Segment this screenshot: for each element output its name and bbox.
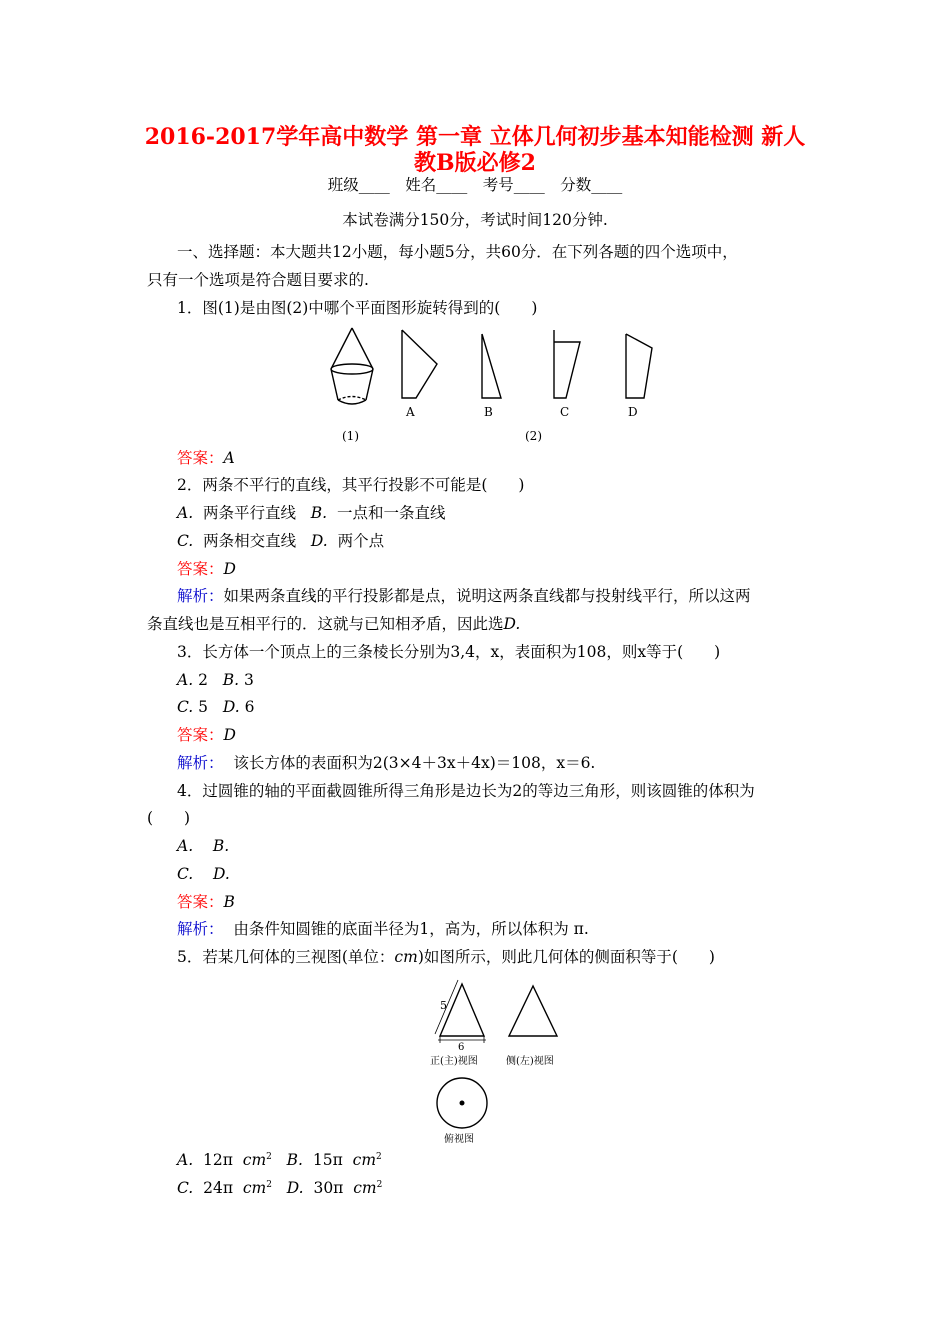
figure-2-caption: (2) <box>525 429 542 443</box>
q2-answer <box>177 559 236 579</box>
answer-value: D <box>223 726 236 744</box>
option-a-label: A <box>406 405 415 419</box>
option-c-label: C <box>560 405 570 419</box>
option-text: 12π <box>202 1151 233 1169</box>
unit-exponent: 2 <box>376 1180 383 1190</box>
q3-stem: 3．长方体一个顶点上的三条棱长分别为3,4，x，表面积为108，则x等于( ) <box>177 643 721 661</box>
q4-stem-line2: ( ) <box>147 809 191 827</box>
side-view <box>509 986 557 1036</box>
q1-answer <box>177 448 235 468</box>
option-letter: C. <box>177 698 194 716</box>
q2-options-ab <box>177 503 445 523</box>
q4-options-cd <box>177 864 230 884</box>
side-view-caption: 侧(左)视图 <box>506 1056 554 1067</box>
q3-options-ab <box>177 670 254 690</box>
frustum-cone-figure <box>331 328 373 404</box>
option-letter: A. <box>177 504 194 522</box>
q1-figure <box>320 322 660 444</box>
explanation-text: 该长方体的表面积为2(3×4＋3x＋4x)＝108，x＝6. <box>233 754 596 772</box>
top-view-caption: 俯视图 <box>444 1134 474 1145</box>
option-text: 6 <box>244 698 255 716</box>
top-view <box>437 1078 487 1128</box>
figure-1-caption: (1) <box>342 429 359 443</box>
q4-answer <box>177 892 235 912</box>
q2-options-cd <box>177 531 384 551</box>
unit: cm <box>242 1179 267 1197</box>
option-a-shape <box>402 330 437 398</box>
q5-options-cd <box>177 1178 382 1198</box>
answer-value: A <box>223 449 235 467</box>
q5-stem <box>177 947 715 967</box>
front-view-caption: 正(主)视图 <box>430 1056 478 1067</box>
unit-exponent: 2 <box>266 1152 272 1162</box>
unit: cm <box>353 1179 377 1197</box>
option-text: 2 <box>198 671 208 689</box>
answer-label: 答案： <box>177 726 224 744</box>
stem-unit: cm <box>394 948 418 966</box>
option-c-shape <box>554 330 580 398</box>
option-d-label: D <box>628 405 638 419</box>
option-b-shape <box>482 334 501 398</box>
option-d-shape <box>626 334 652 398</box>
q2-explanation-line1 <box>177 586 751 606</box>
unit-exponent: 2 <box>266 1180 272 1190</box>
option-letter: A. <box>177 1151 194 1169</box>
option-letter: B. <box>222 671 240 689</box>
option-text: 两个点 <box>337 532 385 550</box>
answer-label: 答案： <box>177 560 224 578</box>
explanation-label: 解析： <box>177 754 224 772</box>
q2-explanation-line2 <box>147 614 520 634</box>
explanation-choice: D. <box>503 615 521 633</box>
option-text: 24π <box>203 1179 234 1197</box>
explanation-label: 解析： <box>177 587 224 605</box>
answer-label: 答案： <box>177 893 224 911</box>
explanation-text: 由条件知圆锥的底面半径为1，高为，所以体积为 π. <box>233 920 589 938</box>
student-info-line: 班级____ 姓名____ 考号____ 分数____ <box>327 176 623 194</box>
q4-stem-line1: 4．过圆锥的轴的平面截圆锥所得三角形是边长为2的等边三角形，则该圆锥的体积为 <box>177 782 755 800</box>
stem-text: )如图所示，则此几何体的侧面积等于( ) <box>417 948 715 966</box>
option-letter: D. <box>286 1179 304 1197</box>
option-letter: C. <box>177 532 194 550</box>
q3-explanation <box>177 753 595 773</box>
answer-label: 答案： <box>177 449 224 467</box>
option-text: 两条相交直线 <box>203 532 297 550</box>
unit: cm <box>242 1151 267 1169</box>
q3-options-cd <box>177 697 254 717</box>
q1-stem: 1．图(1)是由图(2)中哪个平面图形旋转得到的( ) <box>177 299 538 317</box>
slant-length-label: 5 <box>440 999 447 1012</box>
document-title-line2: 教B版必修2 <box>414 150 536 176</box>
option-text: 两条平行直线 <box>202 504 296 522</box>
option-letter: B. <box>310 504 328 522</box>
explanation-text: 条直线也是互相平行的．这就与已知相矛盾，因此选 <box>147 615 504 633</box>
q5-three-views-figure <box>420 976 580 1148</box>
section1-instructions-line2: 只有一个选项是符合题目要求的. <box>147 271 369 289</box>
option-text: 3 <box>243 671 254 689</box>
option-letter: D. <box>222 698 240 716</box>
base-length-label: 6 <box>458 1042 465 1053</box>
explanation-label: 解析： <box>177 920 224 938</box>
section1-instructions-line1: 一、选择题：本大题共12小题，每小题5分，共60分．在下列各题的四个选项中， <box>177 243 738 261</box>
exam-intro: 本试卷满分150分，考试时间120分钟. <box>342 211 608 229</box>
q4-explanation <box>177 919 589 939</box>
option-b-label: B <box>484 405 493 419</box>
option-text: 5 <box>198 698 209 716</box>
stem-text: 5．若某几何体的三视图(单位： <box>177 948 395 966</box>
option-text: 30π <box>313 1179 344 1197</box>
option-letter: A. <box>177 671 194 689</box>
q5-options-ab <box>177 1150 382 1170</box>
option-letter: B. <box>286 1151 303 1169</box>
option-letter: C. <box>177 1179 194 1197</box>
q3-answer <box>177 725 236 745</box>
option-text: 15π <box>312 1151 343 1169</box>
option-letter: D. <box>310 532 328 550</box>
unit: cm <box>352 1151 377 1169</box>
answer-value: B <box>223 893 235 911</box>
q2-stem: 2．两条不平行的直线，其平行投影不可能是( ) <box>177 476 525 494</box>
unit-exponent: 2 <box>376 1152 382 1162</box>
document-title-line1: 2016-2017学年高中数学 第一章 立体几何初步基本知能检测 新人 <box>144 124 806 150</box>
option-letter: D. <box>212 865 230 883</box>
q4-options-ab <box>177 836 229 856</box>
option-letter: B. <box>212 837 230 855</box>
explanation-text: 如果两条直线的平行投影都是点，说明这两条直线都与投射线平行，所以这两 <box>223 587 751 605</box>
option-letter: C. <box>177 865 194 883</box>
option-letter: A. <box>177 837 194 855</box>
answer-value: D <box>223 560 236 578</box>
option-text: 一点和一条直线 <box>336 504 446 522</box>
